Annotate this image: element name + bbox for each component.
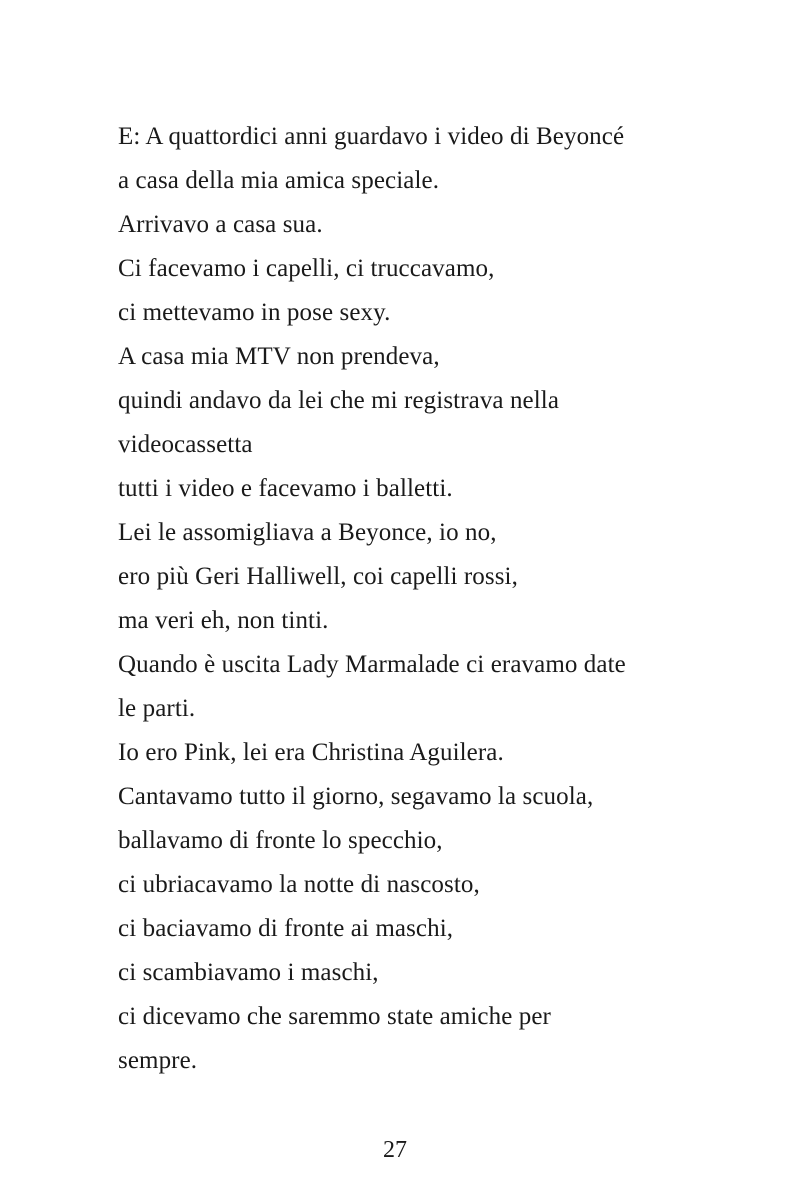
text-line: ci ubriacavamo la notte di nascosto, bbox=[118, 871, 480, 898]
text-line: E: A quattordici anni guardavo i video di Beyoncé bbox=[118, 123, 625, 150]
text-line: sempre. bbox=[118, 1047, 198, 1074]
text-line: A casa mia MTV non prendeva, bbox=[118, 343, 440, 370]
text-line: ci dicevamo che saremmo state amiche per bbox=[118, 1003, 551, 1030]
text-line: Cantavamo tutto il giorno, segavamo la scuola, bbox=[118, 783, 594, 810]
text-line: Io ero Pink, lei era Christina Aguilera. bbox=[118, 739, 504, 766]
text-line: ci baciavamo di fronte ai maschi, bbox=[118, 915, 454, 942]
text-line: quindi andavo da lei che mi registrava nella bbox=[118, 387, 560, 414]
text-line: Lei le assomigliava a Beyonce, io no, bbox=[118, 519, 497, 546]
text-line: a casa della mia amica speciale. bbox=[118, 167, 440, 194]
text-line: ero più Geri Halliwell, coi capelli rossi, bbox=[118, 563, 518, 590]
text-line: Ci facevamo i capelli, ci truccavamo, bbox=[118, 255, 495, 282]
text-line: videocassetta bbox=[118, 431, 253, 458]
text-line: le parti. bbox=[118, 695, 196, 722]
text-line: Arrivavo a casa sua. bbox=[118, 211, 323, 238]
body-text bbox=[118, 115, 738, 1083]
text-line: tutti i video e facevamo i balletti. bbox=[118, 475, 453, 502]
text-line: ma veri eh, non tinti. bbox=[118, 607, 329, 634]
text-line: ci scambiavamo i maschi, bbox=[118, 959, 379, 986]
text-line: Quando è uscita Lady Marmalade ci eravamo date bbox=[118, 651, 626, 678]
page-number: 27 bbox=[383, 1137, 407, 1163]
text-line: ci mettevamo in pose sexy. bbox=[118, 299, 391, 326]
text-line: ballavamo di fronte lo specchio, bbox=[118, 827, 443, 854]
